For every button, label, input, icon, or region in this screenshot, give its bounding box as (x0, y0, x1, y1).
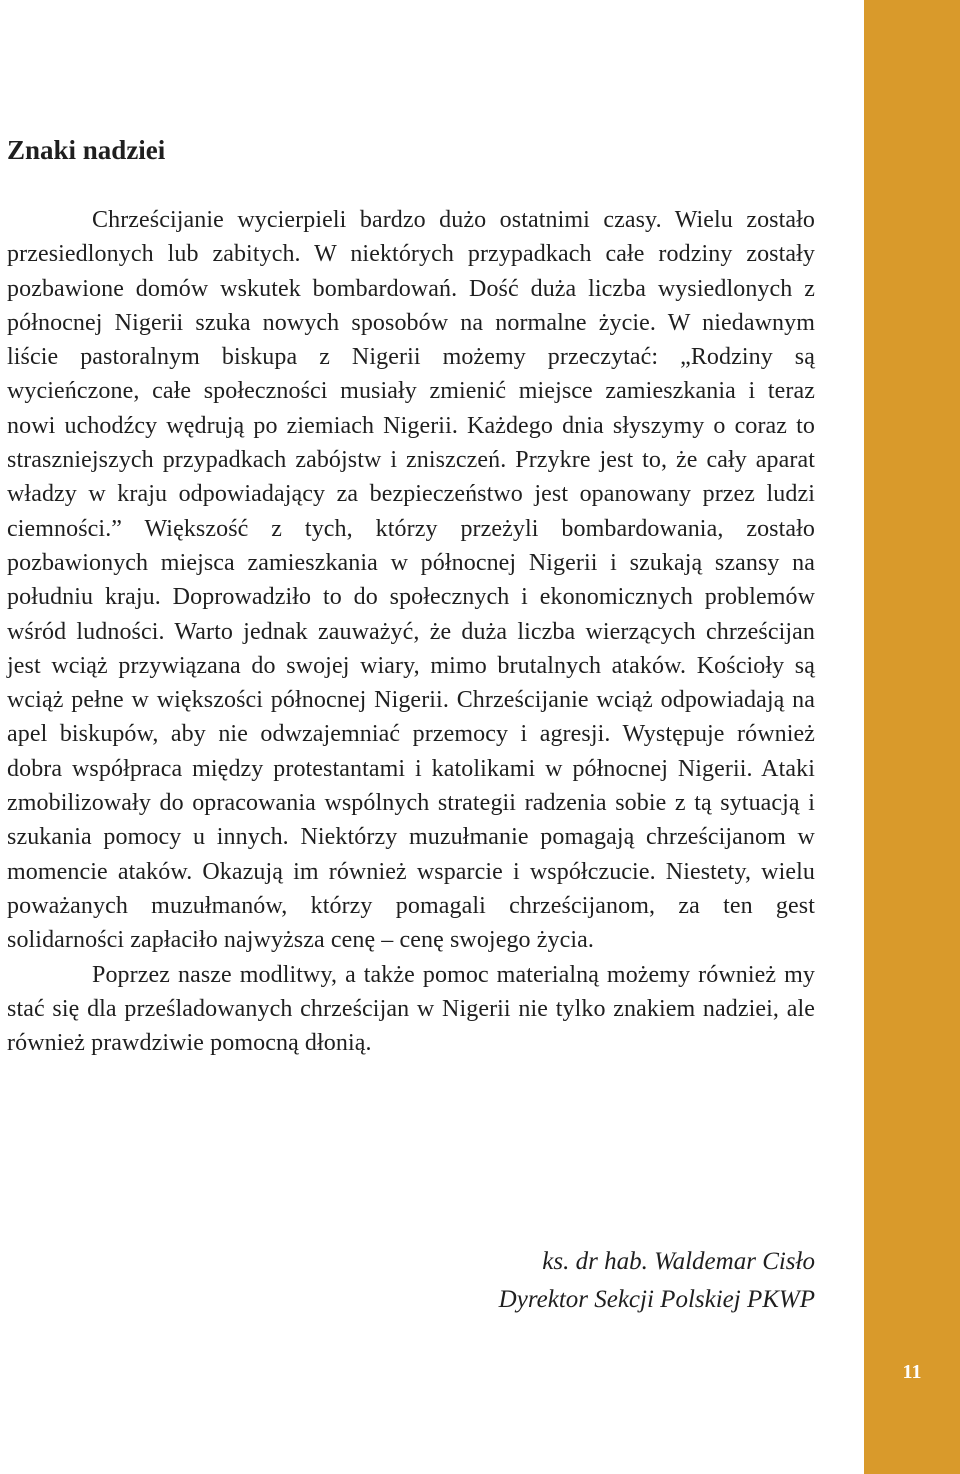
section-heading: Znaki nadziei (7, 135, 166, 165)
signature-block (440, 1243, 815, 1319)
signature-name: ks. dr hab. Waldemar Cisło (542, 1248, 815, 1275)
signature-title: Dyrektor Sekcji Polskiej PKWP (498, 1286, 815, 1313)
paragraph-1: Chrześcijanie wycierpieli bardzo dużo ostatnimi czasy. Wielu zostało przesiedlonych lub zabitych. W niektórych przypadkach całe rodziny zostały pozbawione domów wskutek bombardowań. Dość duża liczba wysiedlonych z północnej Nigerii szuka nowych sposobów na normalne życie. W niedawnym liście pastoralnym biskupa z Nigerii możemy przeczytać: „Rodziny są wycieńczone, całe społeczności musiały zmienić miejsce zamieszkania i teraz nowi uchodźcy wędrują po ziemiach Nigerii. Każdego dnia słyszymy o coraz to straszniejszych przypadkach zabójstw i zniszczeń. Przykre jest to, że cały aparat władzy w kraju odpowiadający za bezpieczeństwo jest opanowany przez ludzi ciemności.” Większość z tych, którzy przeżyli bombardowania, zostało pozbawionych miejsca zamieszkania w północnej Nigerii i szukają szansy na południu kraju. Doprowadziło to do społecznych i ekonomicznych problemów wśród ludności. Warto jednak zauważyć, że duża liczba wierzących chrześcijan jest wciąż przywiązana do swojej wiary, mimo brutalnych ataków. Kościoły są wciąż pełne w większości północnej Nigerii. Chrześcijanie wciąż odpowiadają na apel biskupów, aby nie odwzajemniać przemocy i agresji. Występuje również dobra współpraca między protestantami i katolikami w północnej Nigerii. Ataki zmobilizowały do opracowania wspólnych strategii radzenia sobie z tą sytuacją i szukania pomocy u innych. Niektórzy muzułmanie pomagają chrześcijanom w momencie ataków. Okazują im również wsparcie i współczucie. Niestety, wielu poważanych muzułmanów, którzy pomagali chrześcijanom, za ten gest solidarności zapłaciło najwyższa cenę – cenę swojego życia. (7, 207, 815, 954)
page-number: 11 (902, 1361, 922, 1383)
accent-side-bar (864, 0, 960, 1474)
paragraph-2: Poprzez nasze modlitwy, a także pomoc materialną możemy również my stać się dla prześladowanych chrześcijan w Nigerii nie tylko znakiem nadziei, ale również prawdziwie pomocną dłonią. (7, 961, 815, 1057)
article-body (7, 203, 815, 1060)
